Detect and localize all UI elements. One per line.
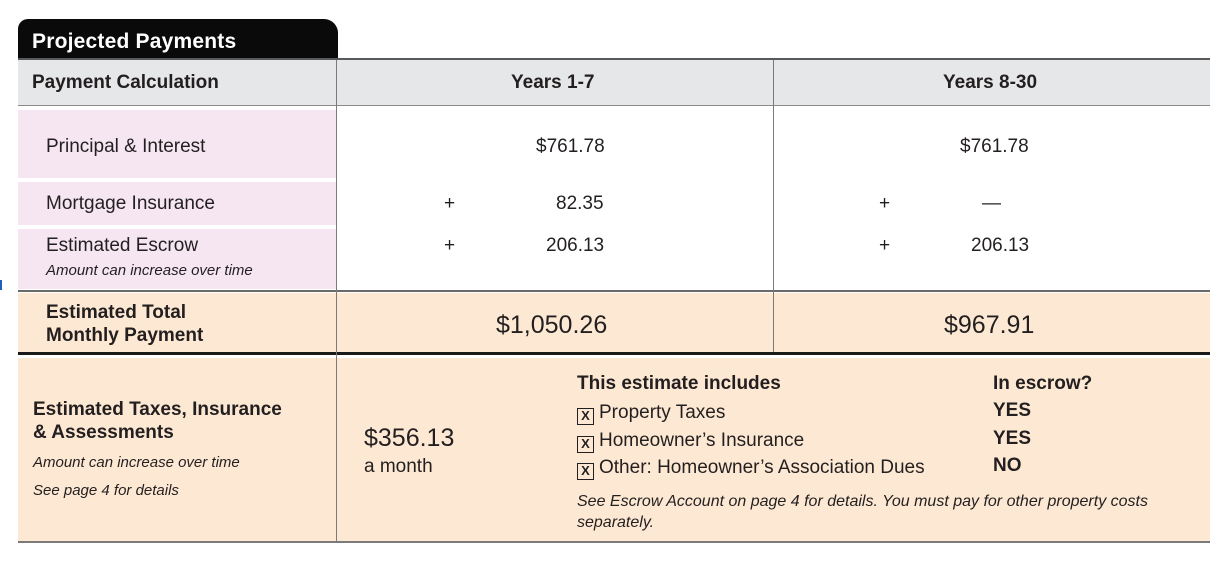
escrow-value-homeowners-insurance: YES: [993, 428, 1032, 449]
header-row: [18, 60, 1210, 105]
column-divider-1: [336, 60, 337, 543]
total-bottom-rule: [18, 352, 1210, 355]
checkbox-icon: X: [577, 436, 594, 453]
header-years-1-7: Years 1-7: [511, 72, 595, 93]
header-years-8-30: Years 8-30: [943, 72, 1038, 93]
edge-marker: [0, 280, 2, 290]
escrow-years-1-7: 206.13: [546, 235, 605, 256]
taxes-note-see-page: See page 4 for details: [33, 482, 179, 499]
estimated-escrow-note: Amount can increase over time: [46, 262, 253, 279]
escrow-value-hoa-dues: NO: [993, 455, 1022, 476]
total-label-line2: Monthly Payment: [46, 325, 204, 346]
escrow-footnote: See Escrow Account on page 4 for details. You must pay for other property costs separately.: [577, 493, 1148, 531]
includes-heading: This estimate includes: [577, 373, 781, 394]
taxes-amount: $356.13: [364, 424, 455, 452]
checkbox-icon: X: [577, 463, 594, 480]
table-bottom-rule: [18, 541, 1210, 543]
escrow-plus-1: +: [444, 235, 456, 256]
principal-interest-label: Principal & Interest: [46, 136, 206, 157]
estimated-escrow-label: Estimated Escrow: [46, 235, 199, 256]
taxes-period: a month: [364, 456, 433, 477]
mortgage-insurance-years-1-7: 82.35: [556, 193, 604, 214]
include-item-label: Property Taxes: [599, 402, 726, 423]
section-title: Projected Payments: [32, 30, 237, 53]
section-title-tab: [18, 19, 338, 59]
total-label: [46, 301, 203, 347]
mortgage-insurance-plus-2: +: [879, 193, 891, 214]
checkbox-icon: X: [577, 408, 594, 425]
mortgage-insurance-plus-1: +: [444, 193, 456, 214]
header-payment-calculation: Payment Calculation: [32, 72, 219, 93]
escrow-years-8-30: 206.13: [971, 235, 1030, 256]
total-top-rule: [18, 290, 1210, 292]
include-item-property-taxes: [577, 402, 725, 425]
include-item-label: Other: Homeowner’s Association Dues: [599, 457, 925, 478]
mortgage-insurance-label: Mortgage Insurance: [46, 193, 215, 214]
taxes-label-line2: & Assessments: [33, 422, 174, 443]
include-item-homeowners-insurance: [577, 430, 804, 453]
taxes-label-line1: Estimated Taxes, Insurance: [33, 399, 282, 420]
include-item-label: Homeowner’s Insurance: [599, 430, 805, 451]
taxes-note-increase: Amount can increase over time: [33, 454, 240, 471]
total-years-1-7: $1,050.26: [496, 311, 608, 339]
principal-years-8-30: $761.78: [960, 136, 1029, 157]
column-divider-2: [773, 60, 774, 352]
mortgage-insurance-years-8-30: —: [982, 193, 1001, 214]
in-escrow-heading: In escrow?: [993, 373, 1093, 394]
principal-years-1-7: $761.78: [536, 136, 605, 157]
escrow-plus-2: +: [879, 235, 891, 256]
header-bottom-rule: [18, 105, 1210, 106]
escrow-value-property-taxes: YES: [993, 400, 1032, 421]
total-years-8-30: $967.91: [944, 311, 1035, 339]
include-item-hoa-dues: [577, 457, 925, 480]
total-label-line1: Estimated Total: [46, 302, 187, 323]
